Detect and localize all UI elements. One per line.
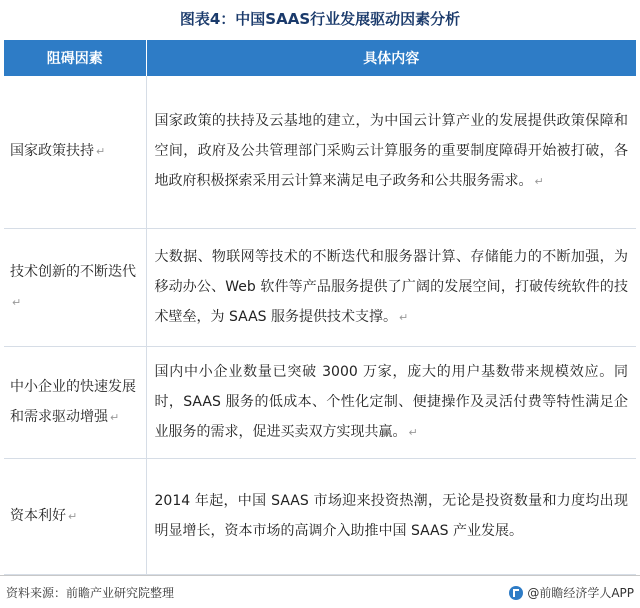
content-text: 大数据、物联网等技术的不断迭代和服务器计算、存储能力的不断加强，为移动办公、Web 软件等产品服务提供了广阔的发展空间，打破传统软件的技术壁垒，为 SAAS 服务提供技术支撑。 bbox=[154, 248, 628, 325]
qianzhan-logo-icon bbox=[509, 586, 523, 600]
paragraph-mark-icon: ↵ bbox=[12, 295, 22, 309]
table-row bbox=[4, 458, 636, 574]
content-cell bbox=[146, 346, 636, 458]
content-text: 国家政策的扶持及云基地的建立，为中国云计算产业的发展提供政策保障和空间，政府及公共管理部门采购云计算服务的重要制度障碍开始被打破，各地政府积极探索采用云计算来满足电子政务和公共服务需求。 bbox=[154, 113, 628, 190]
brand-text: @前瞻经济学人APP bbox=[527, 586, 634, 600]
content-cell bbox=[146, 76, 636, 228]
footer bbox=[0, 575, 640, 608]
factor-text: 资本利好 bbox=[10, 507, 66, 524]
content-cell bbox=[146, 458, 636, 574]
factor-cell bbox=[4, 346, 146, 458]
paragraph-mark-icon: ↵ bbox=[68, 509, 78, 523]
paragraph-mark-icon: ↵ bbox=[398, 310, 409, 324]
table-row bbox=[4, 228, 636, 346]
content-text: 2014 年起，中国 SAAS 市场迎来投资热潮，无论是投资数量和力度均出现明显增长，资本市场的高调介入助推中国 SAAS 产业发展。 bbox=[154, 493, 628, 539]
factors-table bbox=[4, 40, 636, 575]
column-header-content: 具体内容 bbox=[146, 40, 636, 76]
factor-cell bbox=[4, 76, 146, 228]
source-note: 资料来源：前瞻产业研究院整理 bbox=[6, 586, 175, 600]
chart-title: 图表4：中国SAAS行业发展驱动因素分析 bbox=[179, 10, 461, 28]
table-row bbox=[4, 76, 636, 228]
content-text: 国内中小企业数量已突破 3000 万家，庞大的用户基数带来规模效应。同时，SAAS 服务的低成本、个性化定制、便捷操作及灵活付费等特性满足企业服务的需求，促进买卖双方实现共赢。 bbox=[154, 363, 628, 440]
factor-cell bbox=[4, 228, 146, 346]
paragraph-mark-icon: ↵ bbox=[96, 145, 106, 159]
content-cell bbox=[146, 228, 636, 346]
brand-credit bbox=[509, 584, 634, 601]
table-header-row bbox=[4, 40, 636, 76]
table-row bbox=[4, 346, 636, 458]
paragraph-mark-icon: ↵ bbox=[534, 175, 544, 189]
factor-cell bbox=[4, 458, 146, 574]
column-header-factor: 阻碍因素 bbox=[4, 40, 146, 76]
factor-text: 国家政策扶持 bbox=[10, 143, 94, 160]
paragraph-mark-icon: ↵ bbox=[110, 410, 120, 424]
paragraph-mark-icon: ↵ bbox=[408, 425, 418, 439]
factor-text: 技术创新的不断迭代 bbox=[10, 263, 136, 280]
factor-text: 中小企业的快速发展和需求驱动增强 bbox=[10, 378, 136, 425]
